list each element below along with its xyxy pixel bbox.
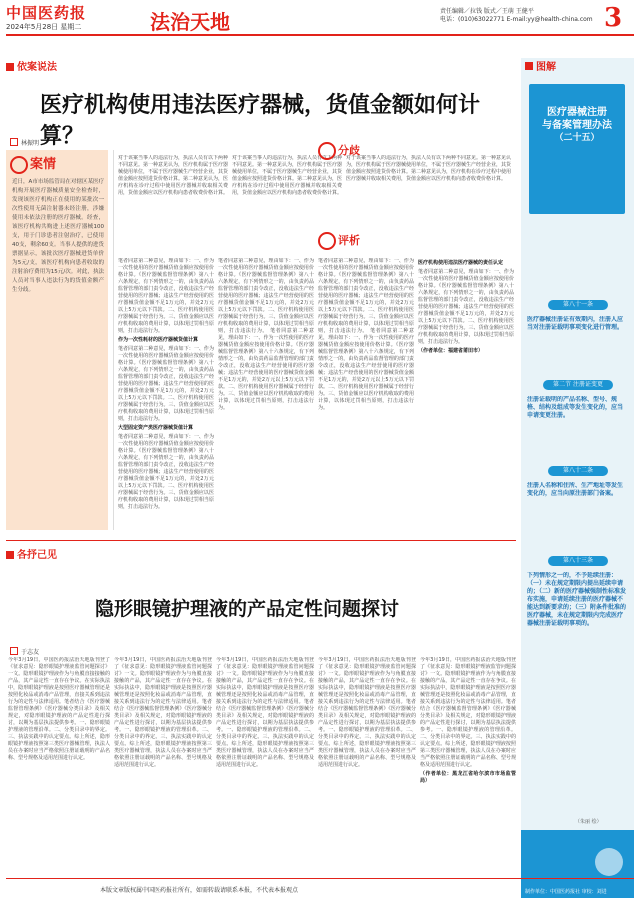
sidebar-item: 注册人名称和住所、生产地址等发生变化的，应当向原注册部门备案。 <box>527 482 624 497</box>
comment-text: 笔者同意第二种意见，理由如下：一、作为一次性使用的医疗器械货值金额应按使用价格计算。《医疗器械监督管理条例》第八十六条规定，有下列情形之一的，由负责药品监督管理的部门责令改正，没收违法生产经营使用的医疗器械；违法生产经营使用的医疗器械货值金额不足1万元的，并处2万元以上5万元以下罚款。二、医疗机构使用医疗器械属于经营行为。三、货值金额应以医疗机构收取的费用计算，以体现过罚相当原则，打击违法行为。 <box>218 328 314 411</box>
comment-col-2 <box>218 258 314 530</box>
column-divider <box>113 150 114 530</box>
opinion-col-1: 今年3月19日，中国医药报法治天地版刊登了《征求意见：隐形眼镜护理液监管问题探讨》一文。隐形眼镜护理液作为与角膜直接接触的产品，其产品定性一直存在争议。在实际执法中，隐形眼镜护理液是按照医疗器械管理还是按照化妆品或消毒产品管理，直接关系到违法行为的定性与法律适用。笔者结合《医疗器械监督管理条例》《医疗器械分类目录》及相关规定，对隐形眼镜护理液的产品定性进行探讨，以期为基层执法提供参考。一、隐形眼镜护理液的管理沿革。二、分类目录中的界定。三、执法实践中的认定要点。综上所述，隐形眼镜护理液按照第三类医疗器械管理，执法人员在办案时应当严格依照注册证载明的产品名称、型号规格及适用范围进行认定。 <box>8 657 110 761</box>
opinion-text: 今年3月19日，中国医药报法治天地版刊登了《征求意见：隐形眼镜护理液监管问题探讨》一文。隐形眼镜护理液作为与角膜直接接触的产品，其产品定性一直存在争议。在实际执法中，隐形眼镜护理液是按照医疗器械管理还是按照化妆品或消毒产品管理，直接关系到违法行为的定性与法律适用。笔者结合《医疗器械监督管理条例》《医疗器械分类目录》及相关规定，对隐形眼镜护理液的产品定性进行探讨，以期为基层执法提供参考。一、隐形眼镜护理液的管理沿革。二、分类目录中的界定。三、执法实践中的认定要点。综上所述，隐形眼镜护理液按照第三类医疗器械管理，执法人员在办案时应当严格依照注册证载明的产品名称、型号规格及适用范围进行认定。 <box>420 657 516 768</box>
divergence-ring-icon <box>318 142 336 160</box>
author-unit: （作者单位：黑龙江省哈尔滨市市场监管局） <box>420 771 516 784</box>
comment-text: 笔者同意第二种意见，理由如下：一、作为一次性使用的医疗器械货值金额应按使用价格计算。《医疗器械监督管理条例》第八十六条规定，有下列情形之一的，由负责药品监督管理的部门责令改正，没收违法生产经营使用的医疗器械；违法生产经营使用的医疗器械货值金额不足1万元的，并处2万元以上5万元以下罚款。二、医疗机构使用医疗器械属于经营行为。三、货值金额应以医疗机构收取的费用计算，以体现过罚相当原则，打击违法行为。 <box>118 258 214 334</box>
case-badge <box>10 153 56 174</box>
chapter-pill: 第八十三条 <box>548 556 608 566</box>
tag-square-icon <box>6 551 14 559</box>
section-tag-opinion <box>6 546 57 561</box>
opinion-col-3: 今年3月19日，中国医药报法治天地版刊登了《征求意见：隐形眼镜护理液监管问题探讨》一文。隐形眼镜护理液作为与角膜直接接触的产品，其产品定性一直存在争议。在实际执法中，隐形眼镜护理液是按照医疗器械管理还是按照化妆品或消毒产品管理，直接关系到违法行为的定性与法律适用。笔者结合《医疗器械监督管理条例》《医疗器械分类目录》及相关规定，对隐形眼镜护理液的产品定性进行探讨，以期为基层执法提供参考。一、隐形眼镜护理液的管理沿革。二、分类目录中的界定。三、执法实践中的认定要点。综上所述，隐形眼镜护理液按照第三类医疗器械管理，执法人员在办案时应当严格依照注册证载明的产品名称、型号规格及适用范围进行认定。 <box>216 657 314 768</box>
article1-byline <box>10 138 39 147</box>
issue-date: 2024年5月28日 星期二 <box>6 23 82 31</box>
cover-line-3: （二十五） <box>554 133 600 143</box>
chapter-pill: 第八十一条 <box>548 300 608 310</box>
sidebar-footer-text: 制作单位：中国医药报社 审校：刘进 <box>525 889 607 895</box>
divergence-text-3: 对于该案当事人的违法行为，执法人员有以下两种不同意见。第一种意见认为，医疗机构属于医疗器械使用单位，不属于医疗器械生产经营企业，其货值金额应按照进货价格计算。第二种意见认为，医疗机构在诊疗过程中使用医疗器械并收取相关费用，货值金额应以医疗机构向患者收费价格计算。 <box>346 155 511 182</box>
byline-box-icon <box>10 138 18 146</box>
section-tag-case <box>6 58 57 73</box>
tag-square-icon <box>6 63 14 71</box>
tag-square-icon <box>525 62 533 70</box>
case-label: 案情 <box>30 157 57 172</box>
article2-headline: 隐形眼镜护理液的产品定性问题探讨 <box>95 598 400 620</box>
comment-text: 笔者同意第二种意见，理由如下：一、作为一次性使用的医疗器械货值金额应按使用价格计算。《医疗器械监督管理条例》第八十六条规定，有下列情形之一的，由负责药品监督管理的部门责令改正，没收违法生产经营使用的医疗器械；违法生产经营使用的医疗器械货值金额不足1万元的，并处2万元以上5万元以下罚款。二、医疗机构使用医疗器械属于经营行为。三、货值金额应以医疗机构收取的费用计算，以体现过罚相当原则，打击违法行为。 <box>118 434 214 510</box>
comment-badge <box>318 232 360 250</box>
comment-text: 笔者同意第二种意见，理由如下：一、作为一次性使用的医疗器械货值金额应按使用价格计算。《医疗器械监督管理条例》第八十六条规定，有下列情形之一的，由负责药品监督管理的部门责令改正，没收违法生产经营使用的医疗器械；违法生产经营使用的医疗器械货值金额不足1万元的，并处2万元以上5万元以下罚款。二、医疗机构使用医疗器械属于经营行为。三、货值金额应以医疗机构收取的费用计算，以体现过罚相当原则，打击违法行为。 <box>418 269 514 345</box>
comment-label: 评析 <box>338 234 360 247</box>
masthead-rule <box>6 34 634 36</box>
comment-col-4 <box>418 258 514 530</box>
comment-text: 笔者同意第二种意见，理由如下：一、作为一次性使用的医疗器械货值金额应按使用价格计算。《医疗器械监督管理条例》第八十六条规定，有下列情形之一的，由负责药品监督管理的部门责令改正，没收违法生产经营使用的医疗器械；违法生产经营使用的医疗器械货值金额不足1万元的，并处2万元以上5万元以下罚款。二、医疗机构使用医疗器械属于经营行为。三、货值金额应以医疗机构收取的费用计算，以体现过罚相当原则，打击违法行为。 <box>118 346 214 422</box>
author-name: 于志友 <box>21 649 40 656</box>
article2-byline <box>10 647 39 656</box>
chapter-pill: 第二节 注册证变更 <box>543 380 613 390</box>
comment-text: 笔者同意第二种意见，理由如下：一、作为一次性使用的医疗器械货值金额应按使用价格计算。《医疗器械监督管理条例》第八十六条规定，有下列情形之一的，由负责药品监督管理的部门责令改正，没收违法生产经营使用的医疗器械；违法生产经营使用的医疗器械货值金额不足1万元的，并处2万元以上5万元以下罚款。二、医疗机构使用医疗器械属于经营行为。三、货值金额应以医疗机构收取的费用计算，以体现过罚相当原则，打击违法行为。 <box>318 328 414 411</box>
sidebar-item: 注册证载明的产品名称、型号、规格、结构及组成等发生变化的，应当申请变更注册。 <box>527 396 624 419</box>
author-unit: （作者单位：福建省莆田市） <box>418 348 484 354</box>
case-text: 近日，A市市场监管局在对辖区某医疗机构开展医疗器械质量安全检查时，发现该医疗机构正在使用的某批次一次性使用无菌注射器未经注册，涉嫌使用未依法注册的医疗器械。经查，该医疗机构共购进上述医疗器械100支，用于门诊患者注射治疗，已使用40支，剩余60支。当事人提供的进货票据显示，该批次医疗器械进货单价为5元/支，该医疗机构向患者收取的注射治疗费用为15元/次。对此，执法人员对当事人违法行为的货值金额产生分歧。 <box>12 179 104 293</box>
article1-headline: 医疗机构使用违法医疗器械，货值金额如何计算？ <box>40 92 481 149</box>
divergence-text-2: 对于该案当事人的违法行为，执法人员有以下两种不同意见。第一种意见认为，医疗机构属于医疗器械使用单位，不属于医疗器械生产经营企业，其货值金额应按照进货价格计算。第二种意见认为，医疗机构在诊疗过程中使用医疗器械并收取相关费用，货值金额应以医疗机构向患者收费价格计算。 <box>232 155 342 196</box>
sidebar-title <box>525 58 556 73</box>
divergence-label: 分歧 <box>338 144 360 157</box>
case-ring-icon <box>10 156 28 174</box>
sidebar-cover <box>529 84 625 214</box>
sidebar-item: 下列情形之一的，不予延续注册：（一）未在规定期限内提出延续申请的；（二）新的医疗器械强制性标准发布实施，申请延续注册的医疗器械不能达到新要求的；（三）附条件批准的医疗器械，未在规定期限内完成医疗器械注册证载明事项的。 <box>527 572 627 627</box>
tag-label: 依案说法 <box>17 62 57 73</box>
section-title: 法治天地 <box>150 10 230 34</box>
byline-box-icon <box>10 647 18 655</box>
footer-note: 本版文章版权属中国医药报社所有，如需转载请联系本报，不代表本报观点 <box>100 887 299 894</box>
sidebar-title-label: 图解 <box>536 62 556 73</box>
comment-ring-icon <box>318 232 336 250</box>
article-divider <box>6 540 516 541</box>
tag-label: 各抒己见 <box>17 550 57 561</box>
divergence-text-1: 对于该案当事人的违法行为，执法人员有以下两种不同意见。第一种意见认为，医疗机构属于医疗器械使用单位，不属于医疗器械生产经营企业，其货值金额应按照进货价格计算。第二种意见认为，医疗机构在诊疗过程中使用医疗器械并收取相关费用，货值金额应以医疗机构向患者收费价格计算。 <box>118 155 228 196</box>
illustrator-credit: （朱丽 绘） <box>575 819 602 825</box>
opinion-col-2: 今年3月19日，中国医药报法治天地版刊登了《征求意见：隐形眼镜护理液监管问题探讨》一文。隐形眼镜护理液作为与角膜直接接触的产品，其产品定性一直存在争议。在实际执法中，隐形眼镜护理液是按照医疗器械管理还是按照化妆品或消毒产品管理，直接关系到违法行为的定性与法律适用。笔者结合《医疗器械监督管理条例》《医疗器械分类目录》及相关规定，对隐形眼镜护理液的产品定性进行探讨，以期为基层执法提供参考。一、隐形眼镜护理液的管理沿革。二、分类目录中的界定。三、执法实践中的认定要点。综上所述，隐形眼镜护理液按照第三类医疗器械管理，执法人员在办案时应当严格依照注册证载明的产品名称、型号规格及适用范围进行认定。 <box>114 657 212 768</box>
sidebar-item: 医疗器械注册证有效期内，注册人应当对注册证载明事项变化进行管理。 <box>527 316 624 331</box>
comment-text: 笔者同意第二种意见，理由如下：一、作为一次性使用的医疗器械货值金额应按使用价格计算。《医疗器械监督管理条例》第八十六条规定，有下列情形之一的，由负责药品监督管理的部门责令改正，没收违法生产经营使用的医疗器械；违法生产经营使用的医疗器械货值金额不足1万元的，并处2万元以上5万元以下罚款。二、医疗机构使用医疗器械属于经营行为。三、货值金额应以医疗机构收取的费用计算，以体现过罚相当原则，打击违法行为。 <box>218 258 314 334</box>
editor-line: 责任编辑／拉钱 版式／王萌 王健平 <box>440 8 534 15</box>
author-name: 林振明 <box>21 140 40 147</box>
footer-rule <box>6 878 634 879</box>
chapter-pill: 第八十二条 <box>548 466 608 476</box>
comment-col-3 <box>318 258 414 530</box>
opinion-col-4: 今年3月19日，中国医药报法治天地版刊登了《征求意见：隐形眼镜护理液监管问题探讨》一文。隐形眼镜护理液作为与角膜直接接触的产品，其产品定性一直存在争议。在实际执法中，隐形眼镜护理液是按照医疗器械管理还是按照化妆品或消毒产品管理，直接关系到违法行为的定性与法律适用。笔者结合《医疗器械监督管理条例》《医疗器械分类目录》及相关规定，对隐形眼镜护理液的产品定性进行探讨，以期为基层执法提供参考。一、隐形眼镜护理液的管理沿革。二、分类目录中的界定。三、执法实践中的认定要点。综上所述，隐形眼镜护理液按照第三类医疗器械管理，执法人员在办案时应当严格依照注册证载明的产品名称、型号规格及适用范围进行认定。 <box>318 657 416 768</box>
page-number: 3 <box>604 3 623 33</box>
comment-text: 笔者同意第二种意见，理由如下：一、作为一次性使用的医疗器械货值金额应按使用价格计算。《医疗器械监督管理条例》第八十六条规定，有下列情形之一的，由负责药品监督管理的部门责令改正，没收违法生产经营使用的医疗器械；违法生产经营使用的医疗器械货值金额不足1万元的，并处2万元以上5万元以下罚款。二、医疗机构使用医疗器械属于经营行为。三、货值金额应以医疗机构收取的费用计算，以体现过罚相当原则，打击违法行为。 <box>318 258 414 334</box>
cover-line-2: 与备案管理办法 <box>542 120 612 131</box>
subhead-3: 医疗机构使用违法医疗器械的责任认定 <box>418 260 504 266</box>
cartoon-figure-icon <box>595 848 623 876</box>
comment-col-1 <box>118 258 214 530</box>
subhead-1: 作为一次性耗材的医疗器械货值计算 <box>118 337 199 343</box>
newspaper-name: 中国医药报 <box>6 4 87 22</box>
editor-info <box>440 8 593 24</box>
cover-line-1: 医疗器械注册 <box>547 107 607 118</box>
opinion-col-5 <box>420 657 516 875</box>
contact-line: 电话：(010)63022771 E-mail:yy@health-china.com <box>440 16 593 23</box>
subhead-2: 大型固定资产类医疗器械货值计算 <box>118 425 194 431</box>
